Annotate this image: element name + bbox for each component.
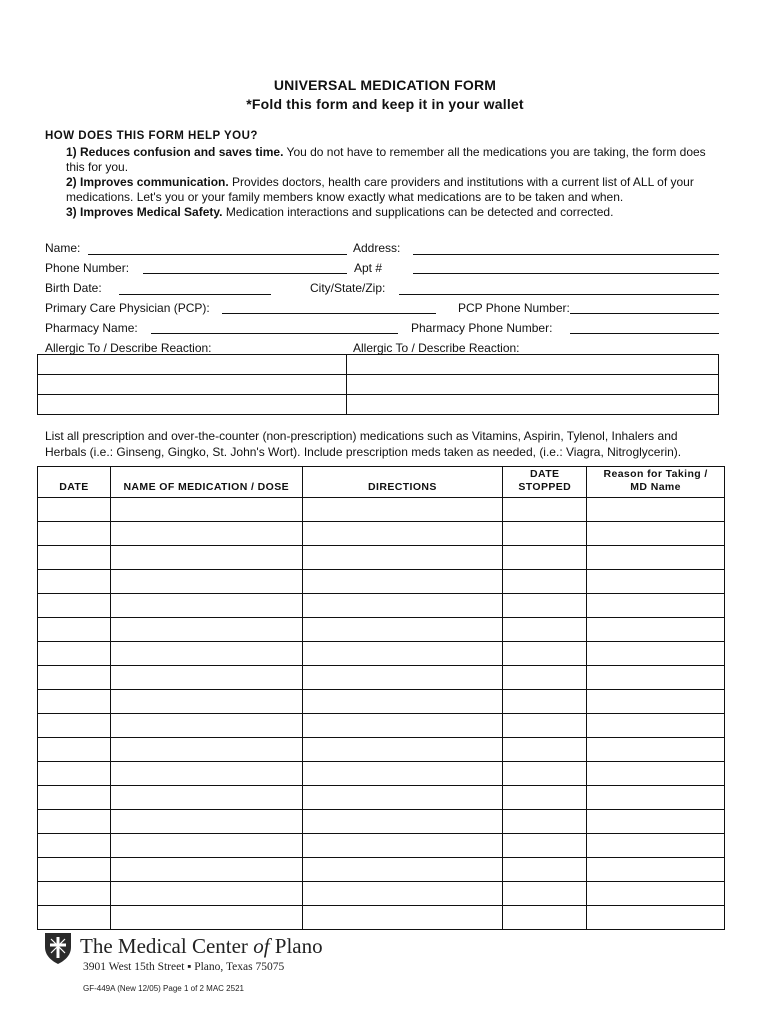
med-entry-cell[interactable]	[38, 882, 111, 906]
med-entry-cell[interactable]	[503, 882, 587, 906]
table-row	[38, 375, 719, 395]
table-header-row	[38, 467, 725, 498]
address-label: Address:	[353, 241, 401, 255]
med-entry-cell[interactable]	[302, 570, 503, 594]
med-entry-cell[interactable]	[503, 690, 587, 714]
pcp-phone-label: PCP Phone Number:	[458, 301, 570, 315]
med-entry-cell[interactable]	[503, 498, 587, 522]
med-entry-cell[interactable]	[503, 810, 587, 834]
med-entry-cell[interactable]	[302, 810, 503, 834]
med-entry-cell[interactable]	[110, 858, 302, 882]
pcp-phone-field[interactable]	[570, 313, 719, 314]
med-entry-cell[interactable]	[38, 666, 111, 690]
med-entry-cell[interactable]	[302, 834, 503, 858]
med-entry-cell[interactable]	[503, 906, 587, 930]
med-entry-cell[interactable]	[503, 858, 587, 882]
med-entry-cell[interactable]	[38, 714, 111, 738]
med-entry-cell[interactable]	[110, 834, 302, 858]
med-entry-cell[interactable]	[587, 786, 725, 810]
med-entry-cell[interactable]	[38, 546, 111, 570]
med-entry-cell[interactable]	[587, 642, 725, 666]
table-row	[38, 666, 725, 690]
allergic-left-label: Allergic To / Describe Reaction:	[45, 341, 212, 355]
allergy-cell[interactable]	[38, 395, 347, 415]
list-instructions: List all prescription and over-the-counter (non-prescription) medications such as Vitamins, Aspirin, Tylenol, Inhalers and Herbals (i.e.: Ginseng, Gingko, St. John's Wort). Include prescription meds taken as needed, (i.e.: Viagra, Nitroglycerin).	[45, 429, 682, 459]
city-state-zip-field[interactable]	[399, 294, 719, 295]
med-entry-cell[interactable]	[110, 642, 302, 666]
med-entry-cell[interactable]	[38, 786, 111, 810]
med-entry-cell[interactable]	[302, 666, 503, 690]
birth-date-field[interactable]	[119, 294, 271, 295]
med-entry-cell[interactable]	[110, 546, 302, 570]
med-entry-cell[interactable]	[302, 522, 503, 546]
med-entry-cell[interactable]	[110, 498, 302, 522]
help-point-1: 1) Reduces confusion and saves time. You do not have to remember all the medications you are taking, the form does this for you.	[66, 145, 706, 174]
med-entry-cell[interactable]	[38, 834, 111, 858]
med-entry-cell[interactable]	[302, 858, 503, 882]
med-entry-cell[interactable]	[503, 594, 587, 618]
med-entry-cell[interactable]	[110, 714, 302, 738]
med-entry-cell[interactable]	[38, 858, 111, 882]
pcp-field[interactable]	[222, 313, 436, 314]
table-row	[38, 834, 725, 858]
med-entry-cell[interactable]	[587, 858, 725, 882]
med-entry-cell[interactable]	[38, 810, 111, 834]
table-row	[38, 786, 725, 810]
med-entry-cell[interactable]	[302, 786, 503, 810]
help-point-1-bold: Reduces confusion and saves time.	[80, 145, 284, 159]
name-label: Name:	[45, 241, 81, 255]
med-entry-cell[interactable]	[503, 666, 587, 690]
med-entry-cell[interactable]	[587, 882, 725, 906]
med-entry-cell[interactable]	[38, 522, 111, 546]
med-entry-cell[interactable]	[503, 570, 587, 594]
med-entry-cell[interactable]	[302, 618, 503, 642]
med-entry-cell[interactable]	[38, 498, 111, 522]
allergy-cell[interactable]	[346, 395, 718, 415]
footer-address: 3901 West 15th Street ▪ Plano, Texas 75075	[83, 961, 285, 973]
med-entry-cell[interactable]	[110, 786, 302, 810]
med-entry-cell[interactable]	[503, 762, 587, 786]
col-reason-header: Reason for Taking / MD Name	[587, 467, 725, 498]
med-entry-cell[interactable]	[587, 570, 725, 594]
medical-center-shield-icon	[43, 931, 73, 965]
col-directions-header: DIRECTIONS	[302, 467, 503, 498]
table-row	[38, 395, 719, 415]
table-row	[38, 810, 725, 834]
form-title: UNIVERSAL MEDICATION FORM	[273, 77, 497, 93]
med-entry-cell[interactable]	[587, 522, 725, 546]
pharmacy-name-label: Pharmacy Name:	[45, 321, 138, 335]
col-date-header: DATE	[38, 467, 111, 498]
help-point-3: 3) Improves Medical Safety. Medication interactions and supplications can be detected and corrected.	[66, 205, 614, 219]
med-entry-cell[interactable]	[110, 690, 302, 714]
med-entry-cell[interactable]	[587, 906, 725, 930]
med-entry-cell[interactable]	[110, 738, 302, 762]
pharmacy-name-field[interactable]	[151, 333, 398, 334]
med-entry-cell[interactable]	[302, 546, 503, 570]
table-row	[38, 522, 725, 546]
med-entry-cell[interactable]	[110, 666, 302, 690]
med-entry-cell[interactable]	[38, 906, 111, 930]
med-entry-cell[interactable]	[302, 882, 503, 906]
med-entry-cell[interactable]	[302, 642, 503, 666]
help-heading: HOW DOES THIS FORM HELP YOU?	[45, 130, 258, 142]
allergy-cell[interactable]	[346, 375, 718, 395]
table-row	[38, 570, 725, 594]
med-entry-cell[interactable]	[587, 810, 725, 834]
table-row	[38, 498, 725, 522]
med-entry-cell[interactable]	[587, 714, 725, 738]
med-entry-cell[interactable]	[110, 810, 302, 834]
table-row	[38, 594, 725, 618]
name-field[interactable]	[88, 254, 347, 255]
allergy-cell[interactable]	[38, 355, 347, 375]
help-point-2-bold: Improves communication.	[80, 175, 229, 189]
med-entry-cell[interactable]	[38, 618, 111, 642]
col-date-stopped-header: DATE STOPPED	[503, 467, 587, 498]
pcp-label: Primary Care Physician (PCP):	[45, 301, 210, 315]
col-medication-header: NAME OF MEDICATION / DOSE	[110, 467, 302, 498]
apt-label: Apt #	[354, 261, 383, 275]
med-entry-cell[interactable]	[110, 618, 302, 642]
med-entry-cell[interactable]	[302, 714, 503, 738]
table-row	[38, 642, 725, 666]
table-row	[38, 906, 725, 930]
med-entry-cell[interactable]	[503, 738, 587, 762]
table-row	[38, 858, 725, 882]
pharmacy-phone-field[interactable]	[570, 333, 719, 334]
city-state-zip-label: City/State/Zip:	[310, 281, 386, 295]
help-point-2: 2) Improves communication. Provides doctors, health care providers and institutions with a current list of ALL of your medications. Let's you or your family members know exactly what medications are to be taken and when.	[66, 175, 694, 204]
med-entry-cell[interactable]	[110, 522, 302, 546]
help-point-3-text: Medication interactions and supplications can be detected and corrected.	[222, 205, 614, 219]
logo-wordmark: The Medical Center of Plano	[80, 934, 323, 958]
help-point-2-text: Provides doctors, health care providers and institutions with a current list of ALL of your medications. Let's you or your family members know exactly what medications are to be taken and when.	[66, 175, 694, 204]
table-row	[38, 762, 725, 786]
table-row	[38, 618, 725, 642]
allergy-cell[interactable]	[346, 355, 718, 375]
med-entry-cell[interactable]	[587, 738, 725, 762]
form-subtitle: *Fold this form and keep it in your wallet	[246, 96, 524, 112]
med-entry-cell[interactable]	[503, 714, 587, 738]
med-entry-cell[interactable]	[38, 594, 111, 618]
med-entry-cell[interactable]	[587, 594, 725, 618]
med-entry-cell[interactable]	[302, 906, 503, 930]
table-row	[38, 355, 719, 375]
med-entry-cell[interactable]	[503, 522, 587, 546]
med-entry-cell[interactable]	[587, 618, 725, 642]
med-entry-cell[interactable]	[503, 642, 587, 666]
med-entry-cell[interactable]	[110, 762, 302, 786]
med-entry-cell[interactable]	[587, 498, 725, 522]
med-entry-cell[interactable]	[302, 498, 503, 522]
med-entry-cell[interactable]	[302, 690, 503, 714]
allergic-right-label: Allergic To / Describe Reaction:	[353, 341, 520, 355]
med-entry-cell[interactable]	[110, 594, 302, 618]
apt-field[interactable]	[413, 273, 719, 274]
med-entry-cell[interactable]	[503, 786, 587, 810]
med-entry-cell[interactable]	[503, 546, 587, 570]
med-entry-cell[interactable]	[38, 738, 111, 762]
form-code: GF-449A (New 12/05) Page 1 of 2 MAC 2521	[83, 984, 244, 993]
pharmacy-phone-label: Pharmacy Phone Number:	[411, 321, 553, 335]
med-entry-cell[interactable]	[587, 546, 725, 570]
birth-date-label: Birth Date:	[45, 281, 102, 295]
table-row	[38, 882, 725, 906]
table-row	[38, 690, 725, 714]
help-point-3-bold: Improves Medical Safety.	[80, 205, 223, 219]
med-entry-cell[interactable]	[587, 666, 725, 690]
med-entry-cell[interactable]	[587, 690, 725, 714]
med-entry-cell[interactable]	[302, 594, 503, 618]
med-entry-cell[interactable]	[38, 690, 111, 714]
allergy-table	[37, 354, 719, 415]
table-row	[38, 546, 725, 570]
address-field[interactable]	[413, 254, 719, 255]
table-row	[38, 714, 725, 738]
phone-field[interactable]	[143, 273, 347, 274]
med-entry-cell[interactable]	[587, 834, 725, 858]
med-entry-cell[interactable]	[302, 738, 503, 762]
med-entry-cell[interactable]	[38, 570, 111, 594]
med-entry-cell[interactable]	[110, 906, 302, 930]
med-entry-cell[interactable]	[302, 762, 503, 786]
med-entry-cell[interactable]	[38, 642, 111, 666]
med-entry-cell[interactable]	[38, 762, 111, 786]
medications-table	[37, 466, 725, 930]
med-entry-cell[interactable]	[503, 618, 587, 642]
med-entry-cell[interactable]	[503, 834, 587, 858]
med-entry-cell[interactable]	[110, 570, 302, 594]
help-point-1-text: You do not have to remember all the medications you are taking, the form does this for you.	[66, 145, 706, 174]
phone-label: Phone Number:	[45, 261, 130, 275]
med-entry-cell[interactable]	[587, 762, 725, 786]
table-row	[38, 738, 725, 762]
allergy-cell[interactable]	[38, 375, 347, 395]
med-entry-cell[interactable]	[110, 882, 302, 906]
